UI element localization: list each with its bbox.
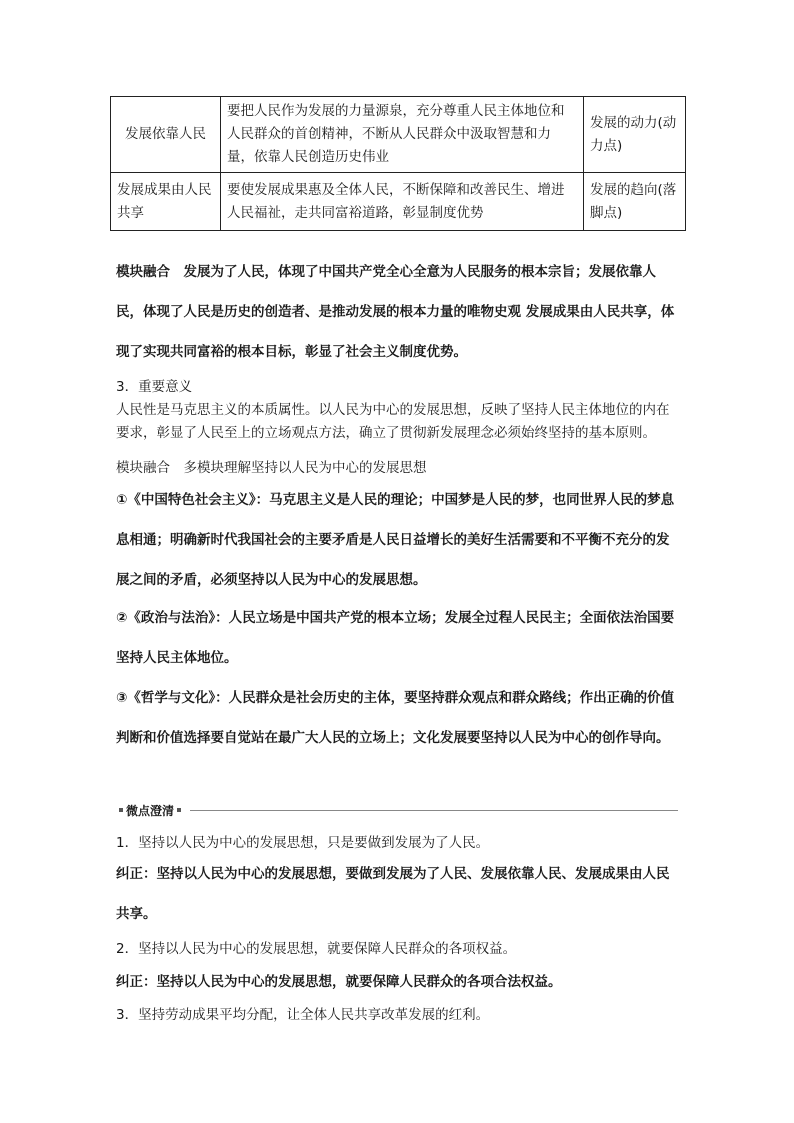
clarify-question-1: 1．坚持以人民为中心的发展思想，只是要做到发展为了人民。 bbox=[116, 835, 490, 851]
table-cell-aspect: 发展成果由人民共享 bbox=[111, 173, 221, 231]
table-row bbox=[111, 97, 686, 173]
clarify-title: 微点澄清 bbox=[126, 803, 175, 818]
table-cell-meaning: 要使发展成果惠及全体人民，不断保障和改善民生、增进人民福祉，走共同富裕道路，彰显制度优势 bbox=[221, 173, 584, 231]
table-cell-aspect: 发展依靠人民 bbox=[111, 97, 221, 173]
module-fusion-heading: 模块融合 多模块理解坚持以人民为中心的发展思想 bbox=[116, 460, 427, 476]
table-cell-role: 发展的趋向(落脚点) bbox=[584, 173, 686, 231]
section-divider bbox=[190, 810, 678, 811]
clarify-section-header bbox=[116, 800, 678, 820]
module-item-2: ②《政治与法治》：人民立场是中国共产党的根本立场；发展全过程人民民主；全面依法治国要坚持人民主体地位。 bbox=[116, 610, 675, 666]
module-item-1: ①《中国特色社会主义》：马克思主义是人民的理论；中国梦是人民的梦，也同世界人民的梦息息相通；明确新时代我国社会的主要矛盾是人民日益增长的美好生活需要和不平衡不充分的发展之间的矛盾，必须坚持以人民为中心的发展思想。 bbox=[116, 492, 675, 588]
clarify-question-2: 2．坚持以人民为中心的发展思想，就要保障人民群众的各项权益。 bbox=[116, 941, 517, 957]
module-fusion-paragraph: 模块融合 发展为了人民，体现了中国共产党全心全意为人民服务的根本宗旨；发展依靠人民，体现了人民是历史的创造者、是推动发展的根本力量的唯物史观 发展成果由人民共享，体现了实现共同富裕的根本目标，彰显了社会主义制度优势。 bbox=[116, 264, 675, 360]
module-item-3: ③《哲学与文化》：人民群众是社会历史的主体，要坚持群众观点和群众路线；作出正确的价值判断和价值选择要自觉站在最广大人民的立场上；文化发展要坚持以人民为中心的创作导向。 bbox=[116, 690, 675, 746]
clarify-question-3: 3．坚持劳动成果平均分配，让全体人民共享改革发展的红利。 bbox=[116, 1007, 490, 1023]
people-centered-table bbox=[110, 96, 686, 231]
bullet-square-icon bbox=[119, 808, 123, 812]
table-cell-role: 发展的动力(动力点) bbox=[584, 97, 686, 173]
clarify-correction-2: 纠正：坚持以人民为中心的发展思想，就要保障人民群众的各项合法权益。 bbox=[116, 974, 562, 990]
table-cell-meaning: 要把人民作为发展的力量源泉，充分尊重人民主体地位和人民群众的首创精神，不断从人民群众中汲取智慧和力量，依靠人民创造历史伟业 bbox=[221, 97, 584, 173]
significance-heading: 3．重要意义 bbox=[116, 379, 193, 395]
bullet-square-icon bbox=[177, 808, 181, 812]
table-row bbox=[111, 173, 686, 231]
significance-text: 人民性是马克思主义的本质属性。以人民为中心的发展思想，反映了坚持人民主体地位的内在要求，彰显了人民至上的立场观点方法，确立了贯彻新发展理念必须始终坚持的基本原则。 bbox=[116, 402, 670, 441]
clarify-correction-1: 纠正：坚持以人民为中心的发展思想，要做到发展为了人民、发展依靠人民、发展成果由人民共享。 bbox=[116, 866, 670, 922]
